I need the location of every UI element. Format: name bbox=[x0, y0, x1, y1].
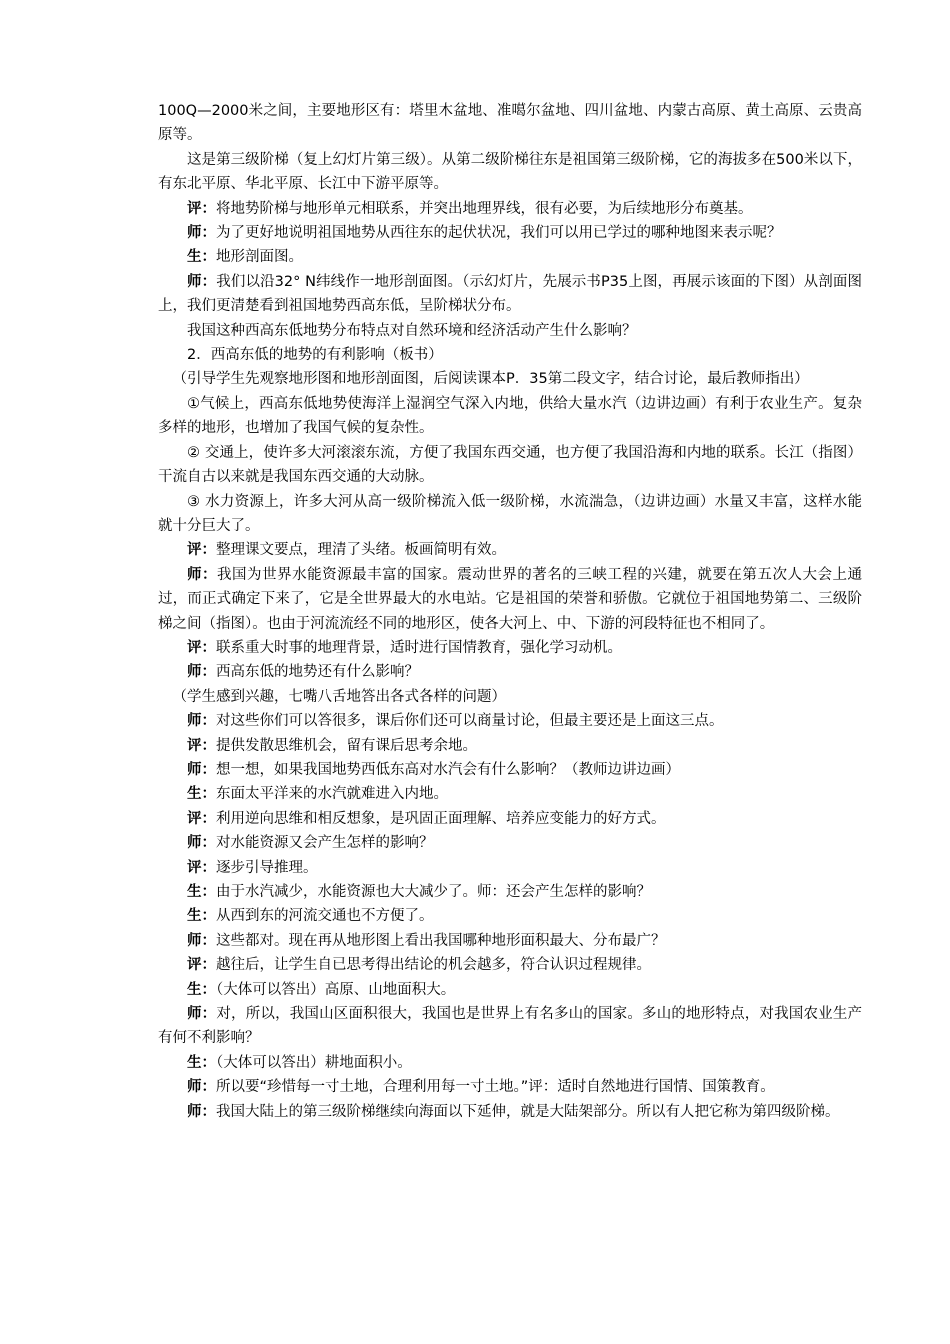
paragraph: 这是第三级阶梯（复上幻灯片第三级）。从第二级阶梯往东是祖国第三级阶梯，它的海拔多在500米以下，有东北平原、华北平原、长江中下游平原等。 bbox=[158, 151, 862, 193]
paragraph: 评：越往后，让学生自已思考得出结论的机会越多，符合认识过程规律。 bbox=[187, 957, 651, 974]
speaker-label: 师： bbox=[187, 932, 216, 949]
paragraph: 生：（大体可以答出）耕地面积小。 bbox=[187, 1054, 412, 1071]
speaker-label: 师： bbox=[187, 1079, 216, 1096]
paragraph: 生：由于水汽减少，水能资源也大大减少了。师：还会产生怎样的影响？ bbox=[187, 884, 651, 900]
speaker-label: 师： bbox=[187, 1006, 217, 1023]
list-item: ①气候上，西高东低地势使海洋上湿润空气深入内地，供给大量水汽（边讲边画）有利于农业生产。复杂多样的地形，也增加了我国气候的复杂性。 bbox=[158, 395, 862, 437]
speaker-label: 评： bbox=[187, 957, 216, 974]
speaker-label: 评： bbox=[187, 200, 216, 217]
paragraph: 师：想一想，如果我国地势西低东高对水汽会有什么影响？（教师边讲边画） bbox=[187, 761, 680, 778]
paragraph: 评：逐步引导推理。 bbox=[187, 859, 318, 876]
paragraph: 师：西高东低的地势还有什么影响？ bbox=[187, 664, 419, 681]
paragraph: 评：利用逆向思维和相反想象，是巩固正面理解、培养应变能力的好方式。 bbox=[187, 810, 666, 827]
speaker-label: 评： bbox=[187, 859, 216, 876]
list-item: ② 交通上，使许多大河滚滚东流，方便了我国东西交通，也方便了我国沿海和内地的联系。长江（指图）干流自古以来就是我国东西交通的大动脉。 bbox=[158, 444, 862, 486]
speaker-label: 生： bbox=[187, 884, 216, 900]
speaker-label: 生： bbox=[187, 249, 216, 266]
speaker-label: 师： bbox=[187, 761, 216, 778]
paragraph: 评：提供发散思维机会，留有课后思考余地。 bbox=[187, 737, 477, 754]
section-heading: 2．西高东低的地势的有利影响（板书） bbox=[187, 347, 443, 364]
speaker-label: 生： bbox=[187, 981, 216, 998]
paragraph: 师：我们以沿32° N纬线作一地形剖面图。（示幻灯片，先展示书P35上图，再展示该面的下图）从剖面图上，我们更清楚看到祖国地势西高东低，呈阶梯状分布。 bbox=[158, 273, 863, 315]
paragraph: 评：将地势阶梯与地形单元相联系，并突出地理界线，很有必要，为后续地形分布奠基。 bbox=[187, 200, 753, 217]
speaker-label: 师： bbox=[187, 566, 218, 583]
paragraph: 师：为了更好地说明祖国地势从西往东的起伏状况，我们可以用已学过的哪种地图来表示呢？ bbox=[187, 225, 782, 242]
paragraph: 师：对这些你们可以答很多，课后你们还可以商量讨论，但最主要还是上面这三点。 bbox=[187, 713, 724, 730]
list-item: ③ 水力资源上，许多大河从高一级阶梯流入低一级阶梯，水流湍急，（边讲边画）水量又丰富，这样水能就十分巨大了。 bbox=[158, 493, 862, 534]
paragraph: 师：对水能资源又会产生怎样的影响？ bbox=[187, 835, 434, 852]
paragraph: 师：所以要“珍惜每一寸土地，合理利用每一寸土地。”评：适时自然地进行国情、国策教育。 bbox=[187, 1079, 775, 1096]
speaker-label: 师： bbox=[187, 273, 217, 290]
paragraph: 师：这些都对。现在再从地形图上看出我国哪种地形面积最大、分布最广？ bbox=[187, 932, 666, 949]
paragraph: 评：联系重大时事的地理背景，适时进行国情教育，强化学习动机。 bbox=[187, 639, 622, 656]
speaker-label: 师： bbox=[187, 835, 216, 852]
speaker-label: 评： bbox=[187, 542, 216, 559]
paragraph: 生：地形剖面图。 bbox=[187, 249, 303, 266]
paragraph: 100Q—2000米之间，主要地形区有：塔里木盆地、准噶尔盆地、四川盆地、内蒙古高原、黄土高原、云贵高原等。 bbox=[158, 103, 862, 144]
paragraph: （学生感到兴趣，七嘴八舌地答出各式各样的问题） bbox=[172, 688, 506, 705]
speaker-label: 生： bbox=[187, 1054, 216, 1071]
paragraph: 师：我国大陆上的第三级阶梯继续向海面以下延伸，就是大陆架部分。所以有人把它称为第四级阶梯。 bbox=[187, 1103, 840, 1120]
speaker-label: 师： bbox=[187, 225, 216, 242]
speaker-label: 评： bbox=[187, 639, 216, 656]
paragraph: 师：对，所以，我国山区面积很大，我国也是世界上有名多山的国家。多山的地形特点，对我国农业生产有何不利影响？ bbox=[158, 1006, 862, 1047]
document-body bbox=[158, 99, 862, 1124]
speaker-label: 师： bbox=[187, 1103, 216, 1120]
paragraph: 我国这种西高东低地势分布特点对自然环境和经济活动产生什么影响？ bbox=[187, 322, 637, 339]
speaker-label: 师： bbox=[187, 713, 216, 730]
paragraph: 评：整理课文要点，理清了头绪。板画简明有效。 bbox=[187, 542, 506, 559]
paragraph: 师：我国为世界水能资源最丰富的国家。震动世界的著名的三峡工程的兴建，就要在第五次人大会上通过，而正式确定下来了，它是全世界最大的水电站。它是祖国的荣誉和骄傲。它就位于祖国地势第二、三级阶梯之间（指图）。也由于河流流经不同的地形区，使各大河上、中、下游的河段特征也不相同了。 bbox=[158, 566, 863, 632]
paragraph: （引导学生先观察地形图和地形剖面图，后阅读课本P．35第二段文字，结合讨论，最后教师指出） bbox=[172, 371, 809, 388]
paragraph: 生：（大体可以答出）高原、山地面积大。 bbox=[187, 981, 456, 998]
speaker-label: 师： bbox=[187, 664, 216, 681]
speaker-label: 生： bbox=[187, 786, 216, 803]
speaker-label: 生： bbox=[187, 908, 216, 925]
paragraph: 生：东面太平洋来的水汽就难进入内地。 bbox=[187, 786, 448, 803]
paragraph: 生：从西到东的河流交通也不方便了。 bbox=[187, 908, 434, 925]
speaker-label: 评： bbox=[187, 810, 216, 827]
speaker-label: 评： bbox=[187, 737, 216, 754]
